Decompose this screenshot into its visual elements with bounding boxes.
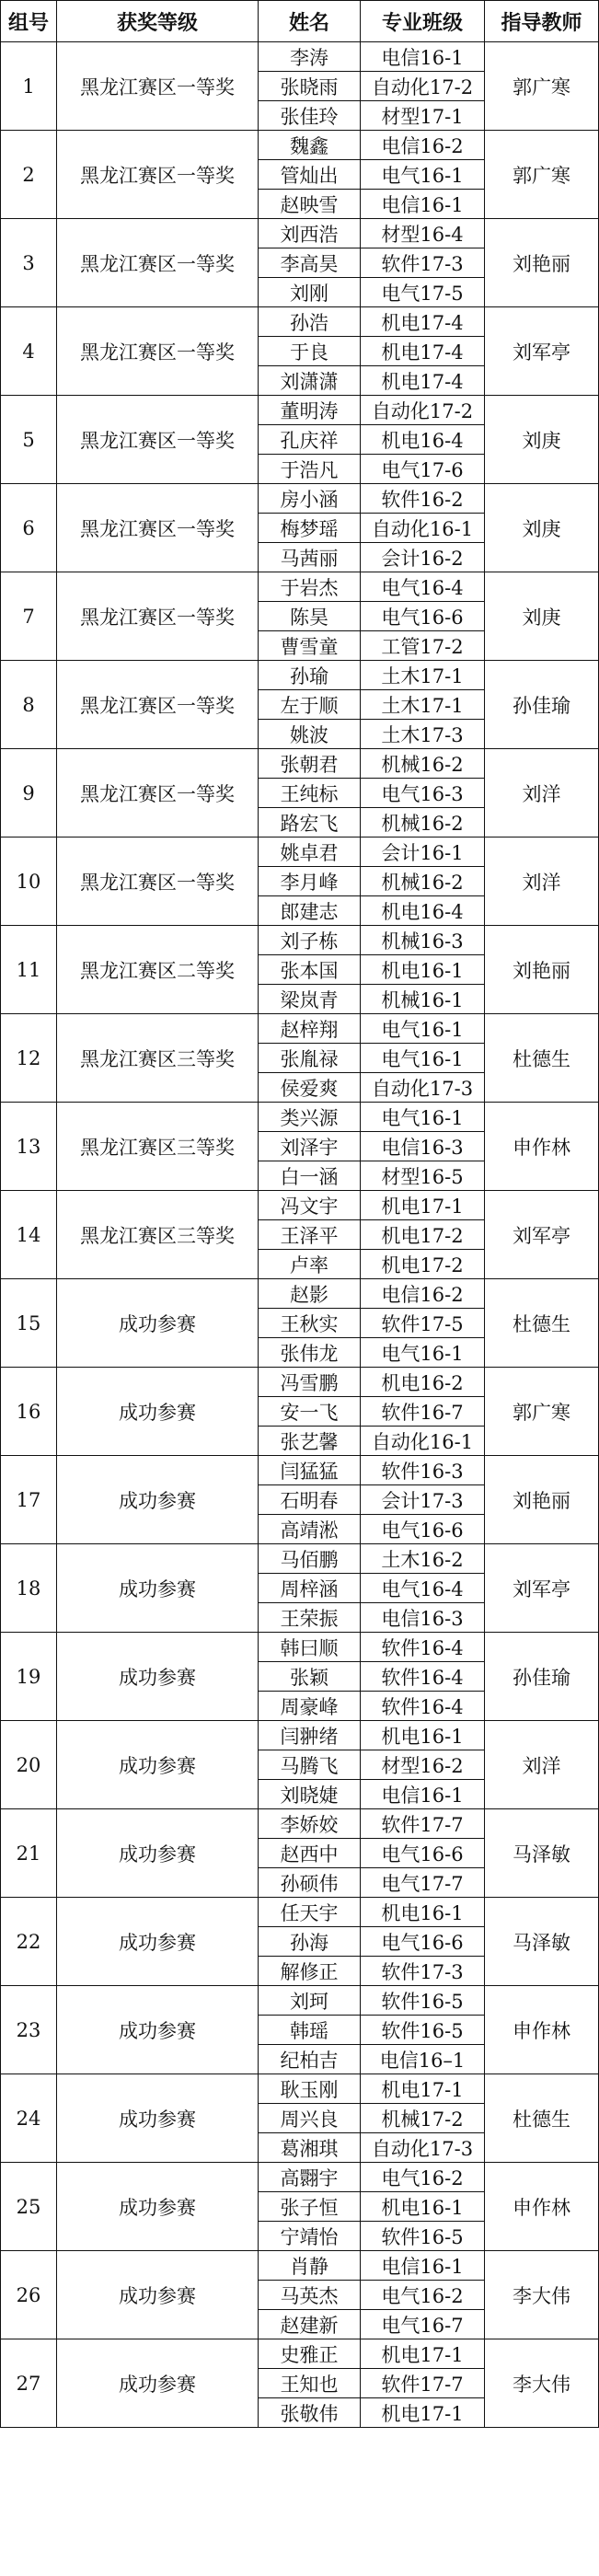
student-name-cell: 赵影 (259, 1279, 361, 1309)
group-id-cell: 27 (1, 2339, 57, 2428)
group-id-cell: 7 (1, 572, 57, 661)
student-name-cell: 梅梦瑶 (259, 514, 361, 543)
table-row (1, 749, 599, 779)
group-id-cell: 4 (1, 307, 57, 396)
class-cell: 电气16-1 (361, 1044, 485, 1073)
award-level-cell: 成功参赛 (57, 1279, 259, 1368)
student-name-cell: 董明涛 (259, 396, 361, 425)
student-name-cell: 韩瑶 (259, 2016, 361, 2045)
table-row (1, 1986, 599, 2016)
class-cell: 电气16-1 (361, 160, 485, 190)
table-row (1, 1191, 599, 1220)
class-cell: 机电16-1 (361, 1721, 485, 1750)
student-name-cell: 刘晓婕 (259, 1780, 361, 1809)
student-name-cell: 魏鑫 (259, 131, 361, 160)
class-cell: 电气16-2 (361, 2281, 485, 2310)
teacher-cell: 马泽敏 (485, 1809, 599, 1898)
class-cell: 机电17-1 (361, 1191, 485, 1220)
student-name-cell: 王泽平 (259, 1220, 361, 1250)
student-name-cell: 管灿出 (259, 160, 361, 190)
student-name-cell: 李娇姣 (259, 1809, 361, 1839)
table-row (1, 1456, 599, 1485)
class-cell: 电气17-7 (361, 1868, 485, 1898)
teacher-cell: 李大伟 (485, 2251, 599, 2339)
table-row (1, 1809, 599, 1839)
class-cell: 电气16-1 (361, 1103, 485, 1132)
student-name-cell: 冯雪鹏 (259, 1368, 361, 1397)
class-cell: 软件16-5 (361, 1986, 485, 2016)
award-level-cell: 黑龙江赛区一等奖 (57, 572, 259, 661)
award-level-cell: 成功参赛 (57, 1368, 259, 1456)
teacher-cell: 刘艳丽 (485, 926, 599, 1014)
class-cell: 机电17-1 (361, 2074, 485, 2104)
award-level-cell: 黑龙江赛区一等奖 (57, 42, 259, 131)
student-name-cell: 马英杰 (259, 2281, 361, 2310)
student-name-cell: 高靖淞 (259, 1515, 361, 1544)
teacher-cell: 申作林 (485, 1986, 599, 2074)
student-name-cell: 王荣振 (259, 1603, 361, 1633)
group-id-cell: 11 (1, 926, 57, 1014)
teacher-cell: 孙佳瑜 (485, 661, 599, 749)
student-name-cell: 马佰鹏 (259, 1544, 361, 1574)
student-name-cell: 梁岚青 (259, 985, 361, 1014)
student-name-cell: 赵建新 (259, 2310, 361, 2339)
award-level-cell: 黑龙江赛区一等奖 (57, 749, 259, 837)
class-cell: 工管17-2 (361, 631, 485, 661)
student-name-cell: 郎建志 (259, 896, 361, 926)
table-row (1, 131, 599, 160)
group-id-cell: 3 (1, 219, 57, 307)
class-cell: 自动化17-3 (361, 2133, 485, 2163)
class-cell: 软件17-5 (361, 1309, 485, 1338)
class-cell: 电气16-1 (361, 1014, 485, 1044)
student-name-cell: 于良 (259, 337, 361, 366)
class-cell: 自动化16-1 (361, 1427, 485, 1456)
student-name-cell: 张晓雨 (259, 72, 361, 101)
header-class: 专业班级 (361, 1, 485, 42)
class-cell: 软件16-7 (361, 1397, 485, 1427)
student-name-cell: 张伟龙 (259, 1338, 361, 1368)
group-id-cell: 1 (1, 42, 57, 131)
table-row (1, 2251, 599, 2281)
class-cell: 自动化17-2 (361, 72, 485, 101)
award-level-cell: 成功参赛 (57, 1898, 259, 1986)
teacher-cell: 孙佳瑜 (485, 1633, 599, 1721)
group-id-cell: 14 (1, 1191, 57, 1279)
class-cell: 电气16-3 (361, 779, 485, 808)
student-name-cell: 左于顺 (259, 690, 361, 720)
award-level-cell: 黑龙江赛区一等奖 (57, 484, 259, 572)
group-id-cell: 12 (1, 1014, 57, 1103)
award-level-cell: 黑龙江赛区三等奖 (57, 1103, 259, 1191)
student-name-cell: 刘潇潇 (259, 366, 361, 396)
group-id-cell: 23 (1, 1986, 57, 2074)
student-name-cell: 张敬伟 (259, 2398, 361, 2428)
class-cell: 机械16-3 (361, 926, 485, 955)
header-row (1, 1, 599, 42)
student-name-cell: 张胤禄 (259, 1044, 361, 1073)
class-cell: 电信16-1 (361, 190, 485, 219)
award-level-cell: 成功参赛 (57, 2339, 259, 2428)
table-row (1, 1368, 599, 1397)
group-id-cell: 13 (1, 1103, 57, 1191)
class-cell: 材型16-2 (361, 1750, 485, 1780)
student-name-cell: 王知也 (259, 2369, 361, 2398)
award-level-cell: 黑龙江赛区一等奖 (57, 396, 259, 484)
group-id-cell: 21 (1, 1809, 57, 1898)
class-cell: 材型16-4 (361, 219, 485, 248)
teacher-cell: 郭广寒 (485, 42, 599, 131)
teacher-cell: 刘艳丽 (485, 1456, 599, 1544)
class-cell: 电气16-4 (361, 572, 485, 602)
group-id-cell: 8 (1, 661, 57, 749)
group-id-cell: 17 (1, 1456, 57, 1544)
class-cell: 机电17-1 (361, 2339, 485, 2369)
student-name-cell: 周兴良 (259, 2104, 361, 2133)
class-cell: 材型16-5 (361, 1161, 485, 1191)
group-id-cell: 15 (1, 1279, 57, 1368)
student-name-cell: 安一飞 (259, 1397, 361, 1427)
table-row (1, 396, 599, 425)
table-row (1, 926, 599, 955)
group-id-cell: 9 (1, 749, 57, 837)
table-row (1, 1898, 599, 1927)
student-name-cell: 侯爱爽 (259, 1073, 361, 1103)
student-name-cell: 纪柏吉 (259, 2045, 361, 2074)
group-id-cell: 20 (1, 1721, 57, 1809)
class-cell: 机械16-2 (361, 749, 485, 779)
student-name-cell: 石明春 (259, 1485, 361, 1515)
group-id-cell: 16 (1, 1368, 57, 1456)
class-cell: 机电16-4 (361, 425, 485, 455)
award-level-cell: 成功参赛 (57, 1633, 259, 1721)
group-id-cell: 24 (1, 2074, 57, 2163)
table-row (1, 1103, 599, 1132)
teacher-cell: 刘军亭 (485, 307, 599, 396)
class-cell: 机电16-2 (361, 1368, 485, 1397)
class-cell: 电信16-3 (361, 1603, 485, 1633)
award-level-cell: 成功参赛 (57, 1544, 259, 1633)
award-level-cell: 成功参赛 (57, 2163, 259, 2251)
student-name-cell: 姚卓君 (259, 837, 361, 867)
group-id-cell: 5 (1, 396, 57, 484)
student-name-cell: 周梓涵 (259, 1574, 361, 1603)
table-row (1, 219, 599, 248)
group-id-cell: 18 (1, 1544, 57, 1633)
class-cell: 软件17-3 (361, 248, 485, 278)
student-name-cell: 房小涵 (259, 484, 361, 514)
class-cell: 电气17-6 (361, 455, 485, 484)
table-row (1, 2163, 599, 2192)
student-name-cell: 张朝君 (259, 749, 361, 779)
class-cell: 电信16–1 (361, 2045, 485, 2074)
class-cell: 土木17-1 (361, 661, 485, 690)
award-level-cell: 黑龙江赛区一等奖 (57, 837, 259, 926)
student-name-cell: 葛湘琪 (259, 2133, 361, 2163)
class-cell: 机电16-1 (361, 1898, 485, 1927)
header-group-id: 组号 (1, 1, 57, 42)
student-name-cell: 闫翀绪 (259, 1721, 361, 1750)
class-cell: 电气16-6 (361, 1839, 485, 1868)
student-name-cell: 于岩杰 (259, 572, 361, 602)
table-row (1, 1721, 599, 1750)
student-name-cell: 孙浩 (259, 307, 361, 337)
student-name-cell: 韩曰顺 (259, 1633, 361, 1662)
class-cell: 机电17-4 (361, 366, 485, 396)
table-row (1, 1544, 599, 1574)
class-cell: 电气16-6 (361, 602, 485, 631)
teacher-cell: 马泽敏 (485, 1898, 599, 1986)
class-cell: 软件16-2 (361, 484, 485, 514)
teacher-cell: 杜德生 (485, 2074, 599, 2163)
teacher-cell: 刘军亭 (485, 1544, 599, 1633)
class-cell: 电信16-1 (361, 42, 485, 72)
award-level-cell: 黑龙江赛区二等奖 (57, 926, 259, 1014)
teacher-cell: 李大伟 (485, 2339, 599, 2428)
teacher-cell: 刘庚 (485, 572, 599, 661)
class-cell: 土木17-3 (361, 720, 485, 749)
student-name-cell: 马茜丽 (259, 543, 361, 572)
student-name-cell: 孙瑜 (259, 661, 361, 690)
teacher-cell: 刘庚 (485, 396, 599, 484)
student-name-cell: 刘刚 (259, 278, 361, 307)
student-name-cell: 刘西浩 (259, 219, 361, 248)
table-row (1, 2339, 599, 2369)
student-name-cell: 闫猛猛 (259, 1456, 361, 1485)
award-level-cell: 黑龙江赛区一等奖 (57, 219, 259, 307)
student-name-cell: 李月峰 (259, 867, 361, 896)
teacher-cell: 杜德生 (485, 1014, 599, 1103)
group-id-cell: 25 (1, 2163, 57, 2251)
class-cell: 机电17-1 (361, 2398, 485, 2428)
student-name-cell: 路宏飞 (259, 808, 361, 837)
class-cell: 软件17-7 (361, 1809, 485, 1839)
class-cell: 电气16-1 (361, 1338, 485, 1368)
student-name-cell: 马腾飞 (259, 1750, 361, 1780)
student-name-cell: 王纯标 (259, 779, 361, 808)
student-name-cell: 宁靖怡 (259, 2222, 361, 2251)
class-cell: 电气16-6 (361, 1927, 485, 1957)
student-name-cell: 陈昊 (259, 602, 361, 631)
student-name-cell: 李高昊 (259, 248, 361, 278)
award-table-body (1, 42, 599, 2428)
award-level-cell: 成功参赛 (57, 1721, 259, 1809)
student-name-cell: 孙海 (259, 1927, 361, 1957)
class-cell: 软件16-5 (361, 2222, 485, 2251)
student-name-cell: 肖静 (259, 2251, 361, 2281)
student-name-cell: 张子恒 (259, 2192, 361, 2222)
student-name-cell: 任天宇 (259, 1898, 361, 1927)
award-level-cell: 成功参赛 (57, 1456, 259, 1544)
class-cell: 机电16-1 (361, 955, 485, 985)
table-row (1, 2074, 599, 2104)
student-name-cell: 赵梓翔 (259, 1014, 361, 1044)
student-name-cell: 李涛 (259, 42, 361, 72)
award-level-cell: 成功参赛 (57, 2074, 259, 2163)
student-name-cell: 高翾宇 (259, 2163, 361, 2192)
class-cell: 软件17-3 (361, 1957, 485, 1986)
award-level-cell: 黑龙江赛区一等奖 (57, 131, 259, 219)
teacher-cell: 刘洋 (485, 749, 599, 837)
teacher-cell: 刘洋 (485, 1721, 599, 1809)
teacher-cell: 郭广寒 (485, 131, 599, 219)
table-row (1, 484, 599, 514)
student-name-cell: 张本国 (259, 955, 361, 985)
class-cell: 会计17-3 (361, 1485, 485, 1515)
teacher-cell: 申作林 (485, 1103, 599, 1191)
class-cell: 机械16-2 (361, 867, 485, 896)
award-level-cell: 黑龙江赛区三等奖 (57, 1191, 259, 1279)
teacher-cell: 杜德生 (485, 1279, 599, 1368)
class-cell: 自动化17-2 (361, 396, 485, 425)
student-name-cell: 赵映雪 (259, 190, 361, 219)
class-cell: 软件16-5 (361, 2016, 485, 2045)
student-name-cell: 王秋实 (259, 1309, 361, 1338)
class-cell: 电气17-5 (361, 278, 485, 307)
class-cell: 自动化17-3 (361, 1073, 485, 1103)
teacher-cell: 刘艳丽 (485, 219, 599, 307)
student-name-cell: 张艺馨 (259, 1427, 361, 1456)
class-cell: 机电16-1 (361, 2192, 485, 2222)
table-row (1, 307, 599, 337)
student-name-cell: 于浩凡 (259, 455, 361, 484)
teacher-cell: 刘庚 (485, 484, 599, 572)
class-cell: 软件17-7 (361, 2369, 485, 2398)
class-cell: 机械16-2 (361, 808, 485, 837)
group-id-cell: 2 (1, 131, 57, 219)
class-cell: 自动化16-1 (361, 514, 485, 543)
table-row (1, 1633, 599, 1662)
group-id-cell: 10 (1, 837, 57, 926)
student-name-cell: 曹雪童 (259, 631, 361, 661)
student-name-cell: 卢率 (259, 1250, 361, 1279)
student-name-cell: 刘子栋 (259, 926, 361, 955)
award-level-cell: 黑龙江赛区三等奖 (57, 1014, 259, 1103)
class-cell: 土木16-2 (361, 1544, 485, 1574)
table-row (1, 1279, 599, 1309)
class-cell: 软件16-4 (361, 1662, 485, 1692)
student-name-cell: 赵西中 (259, 1839, 361, 1868)
student-name-cell: 冯文宇 (259, 1191, 361, 1220)
class-cell: 电信16-1 (361, 1780, 485, 1809)
table-row (1, 42, 599, 72)
class-cell: 机械17-2 (361, 2104, 485, 2133)
header-teacher: 指导教师 (485, 1, 599, 42)
header-name: 姓名 (259, 1, 361, 42)
class-cell: 电信16-1 (361, 2251, 485, 2281)
group-id-cell: 26 (1, 2251, 57, 2339)
group-id-cell: 22 (1, 1898, 57, 1986)
class-cell: 软件16-4 (361, 1692, 485, 1721)
group-id-cell: 6 (1, 484, 57, 572)
award-level-cell: 黑龙江赛区一等奖 (57, 307, 259, 396)
class-cell: 机电16-4 (361, 896, 485, 926)
student-name-cell: 耿玉刚 (259, 2074, 361, 2104)
class-cell: 软件16-3 (361, 1456, 485, 1485)
teacher-cell: 申作林 (485, 2163, 599, 2251)
table-row (1, 1014, 599, 1044)
class-cell: 电气16-4 (361, 1574, 485, 1603)
table-row (1, 837, 599, 867)
student-name-cell: 解修正 (259, 1957, 361, 1986)
class-cell: 机电17-2 (361, 1220, 485, 1250)
group-id-cell: 19 (1, 1633, 57, 1721)
class-cell: 电气16-2 (361, 2163, 485, 2192)
student-name-cell: 刘泽宇 (259, 1132, 361, 1161)
teacher-cell: 郭广寒 (485, 1368, 599, 1456)
student-name-cell: 史雅正 (259, 2339, 361, 2369)
student-name-cell: 类兴源 (259, 1103, 361, 1132)
class-cell: 机电17-4 (361, 307, 485, 337)
class-cell: 机械16-1 (361, 985, 485, 1014)
class-cell: 电气16-6 (361, 1515, 485, 1544)
award-level-cell: 成功参赛 (57, 2251, 259, 2339)
student-name-cell: 张佳玲 (259, 101, 361, 131)
class-cell: 机电17-2 (361, 1250, 485, 1279)
student-name-cell: 刘珂 (259, 1986, 361, 2016)
class-cell: 会计16-2 (361, 543, 485, 572)
class-cell: 材型17-1 (361, 101, 485, 131)
class-cell: 土木17-1 (361, 690, 485, 720)
table-row (1, 572, 599, 602)
student-name-cell: 孙硕伟 (259, 1868, 361, 1898)
student-name-cell: 张颖 (259, 1662, 361, 1692)
student-name-cell: 白一涵 (259, 1161, 361, 1191)
student-name-cell: 周豪峰 (259, 1692, 361, 1721)
class-cell: 会计16-1 (361, 837, 485, 867)
award-level-cell: 成功参赛 (57, 1809, 259, 1898)
header-award-level: 获奖等级 (57, 1, 259, 42)
class-cell: 电信16-2 (361, 1279, 485, 1309)
teacher-cell: 刘洋 (485, 837, 599, 926)
award-level-cell: 黑龙江赛区一等奖 (57, 661, 259, 749)
class-cell: 机电17-4 (361, 337, 485, 366)
table-row (1, 661, 599, 690)
class-cell: 电信16-3 (361, 1132, 485, 1161)
class-cell: 电信16-2 (361, 131, 485, 160)
student-name-cell: 孔庆祥 (259, 425, 361, 455)
class-cell: 电气16-7 (361, 2310, 485, 2339)
teacher-cell: 刘军亭 (485, 1191, 599, 1279)
award-level-cell: 成功参赛 (57, 1986, 259, 2074)
class-cell: 软件16-4 (361, 1633, 485, 1662)
student-name-cell: 姚波 (259, 720, 361, 749)
